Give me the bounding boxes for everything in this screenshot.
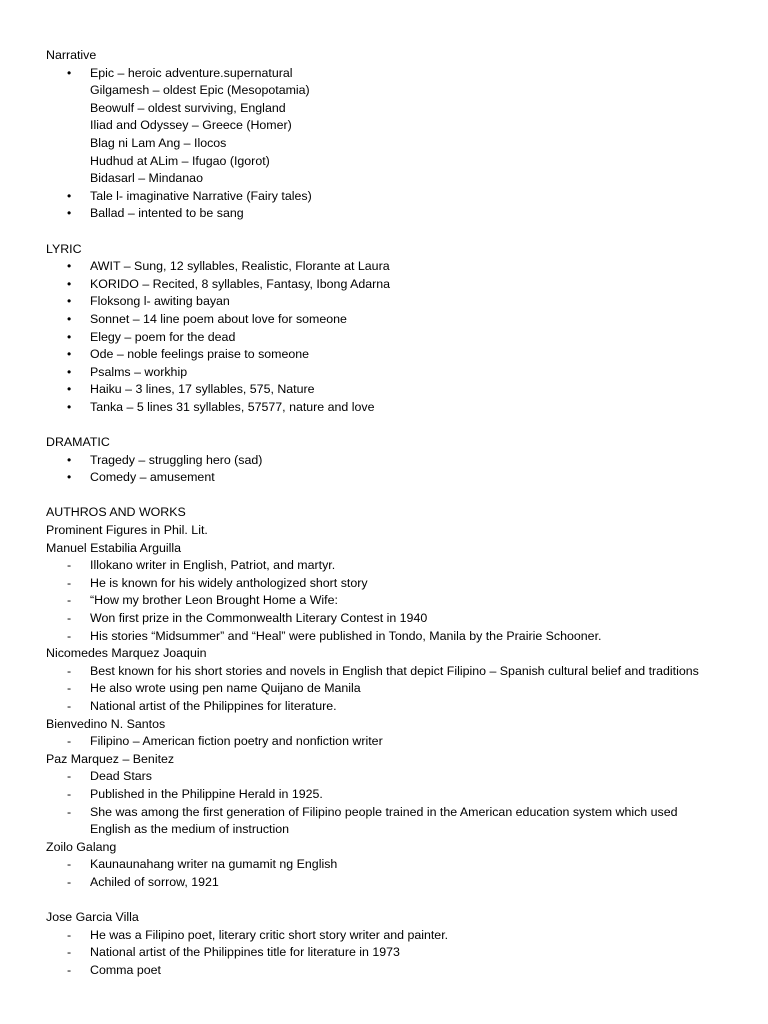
- bullet-marker: •: [67, 188, 72, 203]
- continuation-line: [46, 170, 768, 188]
- item-text: Best known for his short stories and novels in English that depict Filipino – Spanish cultural belief and traditions: [90, 663, 699, 678]
- continuation-line: [46, 100, 768, 118]
- bullet-item: [46, 205, 768, 223]
- section-gap: [46, 487, 768, 505]
- item-text: Tale l- imaginative Narrative (Fairy tales): [90, 188, 312, 203]
- dash-marker: -: [67, 857, 72, 872]
- bullet-item: [46, 276, 768, 294]
- dash-item: [46, 944, 768, 962]
- bullet-item: [46, 381, 768, 399]
- bullet-item: [46, 65, 768, 83]
- dash-marker: -: [67, 945, 72, 960]
- item-text: National artist of the Philippines title for literature in 1973: [90, 945, 400, 960]
- section-heading-text: LYRIC: [46, 241, 82, 256]
- bullet-marker: •: [67, 65, 72, 80]
- dash-item: [46, 804, 768, 822]
- bullet-item: [46, 469, 768, 487]
- item-text: Paz Marquez – Benitez: [46, 751, 175, 766]
- item-text: He is known for his widely anthologized short story: [90, 575, 368, 590]
- bullet-marker: •: [67, 276, 72, 291]
- bullet-marker: •: [67, 470, 72, 485]
- subheading: [46, 540, 768, 558]
- dash-item: [46, 962, 768, 980]
- bullet-marker: •: [67, 294, 72, 309]
- subheading: [46, 839, 768, 857]
- dash-marker: -: [67, 769, 72, 784]
- bullet-marker: •: [67, 364, 72, 379]
- item-text: Psalms – workhip: [90, 364, 188, 379]
- item-text: She was among the first generation of Filipino people trained in the American education system which used: [90, 804, 678, 819]
- dash-marker: -: [67, 698, 72, 713]
- item-text: He also wrote using pen name Quijano de Manila: [90, 681, 361, 696]
- item-text: Blag ni Lam Ang – Ilocos: [90, 135, 227, 150]
- bullet-marker: •: [67, 311, 72, 326]
- item-text: Dead Stars: [90, 769, 152, 784]
- dash-item: [46, 698, 768, 716]
- item-text: His stories “Midsummer” and “Heal” were published in Tondo, Manila by the Prairie Schooner.: [90, 628, 602, 643]
- dash-item: [46, 874, 768, 892]
- dash-marker: -: [67, 593, 72, 608]
- bullet-marker: •: [67, 399, 72, 414]
- item-text: He was a Filipino poet, literary critic short story writer and painter.: [90, 927, 449, 942]
- subheading: [46, 522, 768, 540]
- item-text: Iliad and Odyssey – Greece (Homer): [90, 118, 292, 133]
- continuation-line: [46, 117, 768, 135]
- dash-marker: -: [67, 628, 72, 643]
- bullet-item: [46, 258, 768, 276]
- dash-marker: -: [67, 558, 72, 573]
- item-text: Bidasarl – Mindanao: [90, 171, 203, 186]
- section-heading: [46, 434, 768, 452]
- section-heading-text: Narrative: [46, 48, 97, 62]
- subheading: [46, 909, 768, 927]
- continuation-line: [46, 821, 768, 839]
- dash-item: [46, 786, 768, 804]
- item-text: Hudhud at ALim – Ifugao (Igorot): [90, 153, 270, 168]
- item-text: Tragedy – struggling hero (sad): [90, 452, 263, 467]
- section-gap: [46, 223, 768, 241]
- item-text: Illokano writer in English, Patriot, and martyr.: [90, 558, 336, 573]
- item-text: Won first prize in the Commonwealth Literary Contest in 1940: [90, 611, 428, 625]
- item-text: National artist of the Philippines for literature.: [90, 698, 337, 713]
- item-text: Elegy – poem for the dead: [90, 329, 236, 344]
- item-text: Filipino – American fiction poetry and nonfiction writer: [90, 734, 383, 749]
- bullet-item: [46, 364, 768, 382]
- bullet-marker: •: [67, 206, 72, 221]
- bullet-marker: •: [67, 452, 72, 467]
- dash-item: [46, 610, 768, 628]
- bullet-item: [46, 329, 768, 347]
- item-text: English as the medium of instruction: [90, 822, 290, 837]
- item-text: Achiled of sorrow, 1921: [90, 874, 219, 889]
- item-text: Jose Garcia Villa: [46, 910, 139, 925]
- dash-marker: -: [67, 786, 72, 801]
- continuation-line: [46, 135, 768, 153]
- dash-marker: -: [67, 874, 72, 889]
- dash-item: [46, 768, 768, 786]
- section-gap: [46, 416, 768, 434]
- item-text: Comedy – amusement: [90, 470, 215, 485]
- item-text: Prominent Figures in Phil. Lit.: [46, 523, 208, 538]
- item-text: Epic – heroic adventure.supernatural: [90, 65, 293, 80]
- bullet-marker: •: [67, 329, 72, 344]
- continuation-line: [46, 82, 768, 100]
- dash-item: [46, 733, 768, 751]
- subheading: [46, 751, 768, 769]
- item-text: Floksong l- awiting bayan: [90, 294, 230, 309]
- dash-marker: -: [67, 611, 72, 625]
- item-text: Tanka – 5 lines 31 syllables, 57577, nature and love: [90, 399, 375, 414]
- bullet-item: [46, 346, 768, 364]
- item-text: Bienvedino N. Santos: [46, 716, 166, 731]
- section-heading-text: DRAMATIC: [46, 435, 110, 450]
- item-text: Haiku – 3 lines, 17 syllables, 575, Nature: [90, 382, 315, 397]
- item-text: Manuel Estabilia Arguilla: [46, 540, 181, 555]
- item-text: Sonnet – 14 line poem about love for someone: [90, 311, 347, 326]
- blank-line: [46, 892, 768, 910]
- dash-marker: -: [67, 575, 72, 590]
- item-text: “How my brother Leon Brought Home a Wife:: [90, 593, 338, 608]
- bullet-marker: •: [67, 382, 72, 397]
- item-text: Beowulf – oldest surviving, England: [90, 100, 286, 115]
- dash-marker: -: [67, 734, 72, 749]
- item-text: Gilgamesh – oldest Epic (Mesopotamia): [90, 83, 310, 98]
- dash-item: [46, 927, 768, 945]
- item-text: Zoilo Galang: [46, 839, 117, 854]
- bullet-item: [46, 293, 768, 311]
- bullet-item: [46, 452, 768, 470]
- bullet-item: [46, 399, 768, 417]
- dash-item: [46, 575, 768, 593]
- subheading: [46, 645, 768, 663]
- section-heading: [46, 241, 768, 259]
- section-heading-text: AUTHROS AND WORKS: [46, 505, 186, 520]
- dash-marker: -: [67, 681, 72, 696]
- item-text: Ode – noble feelings praise to someone: [90, 347, 310, 362]
- bullet-item: [46, 311, 768, 329]
- dash-marker: -: [67, 804, 72, 819]
- section-heading: [46, 504, 768, 522]
- continuation-line: [46, 153, 768, 171]
- dash-marker: -: [67, 927, 72, 942]
- dash-marker: -: [67, 962, 72, 977]
- section-heading: [46, 47, 768, 65]
- bullet-marker: •: [67, 259, 72, 274]
- dash-item: [46, 663, 768, 681]
- item-text: Comma poet: [90, 962, 161, 977]
- item-text: Published in the Philippine Herald in 1925.: [90, 786, 323, 801]
- bullet-marker: •: [67, 347, 72, 362]
- dash-item: [46, 856, 768, 874]
- dash-item: [46, 557, 768, 575]
- item-text: Kaunaunahang writer na gumamit ng English: [90, 857, 338, 872]
- subheading: [46, 716, 768, 734]
- dash-marker: -: [67, 663, 72, 678]
- item-text: Nicomedes Marquez Joaquin: [46, 646, 207, 661]
- item-text: KORIDO – Recited, 8 syllables, Fantasy, Ibong Adarna: [90, 276, 391, 291]
- bullet-item: [46, 188, 768, 206]
- dash-item: [46, 628, 768, 646]
- item-text: Ballad – intented to be sang: [90, 206, 244, 221]
- item-text: AWIT – Sung, 12 syllables, Realistic, Florante at Laura: [90, 259, 390, 274]
- dash-item: [46, 592, 768, 610]
- dash-item: [46, 680, 768, 698]
